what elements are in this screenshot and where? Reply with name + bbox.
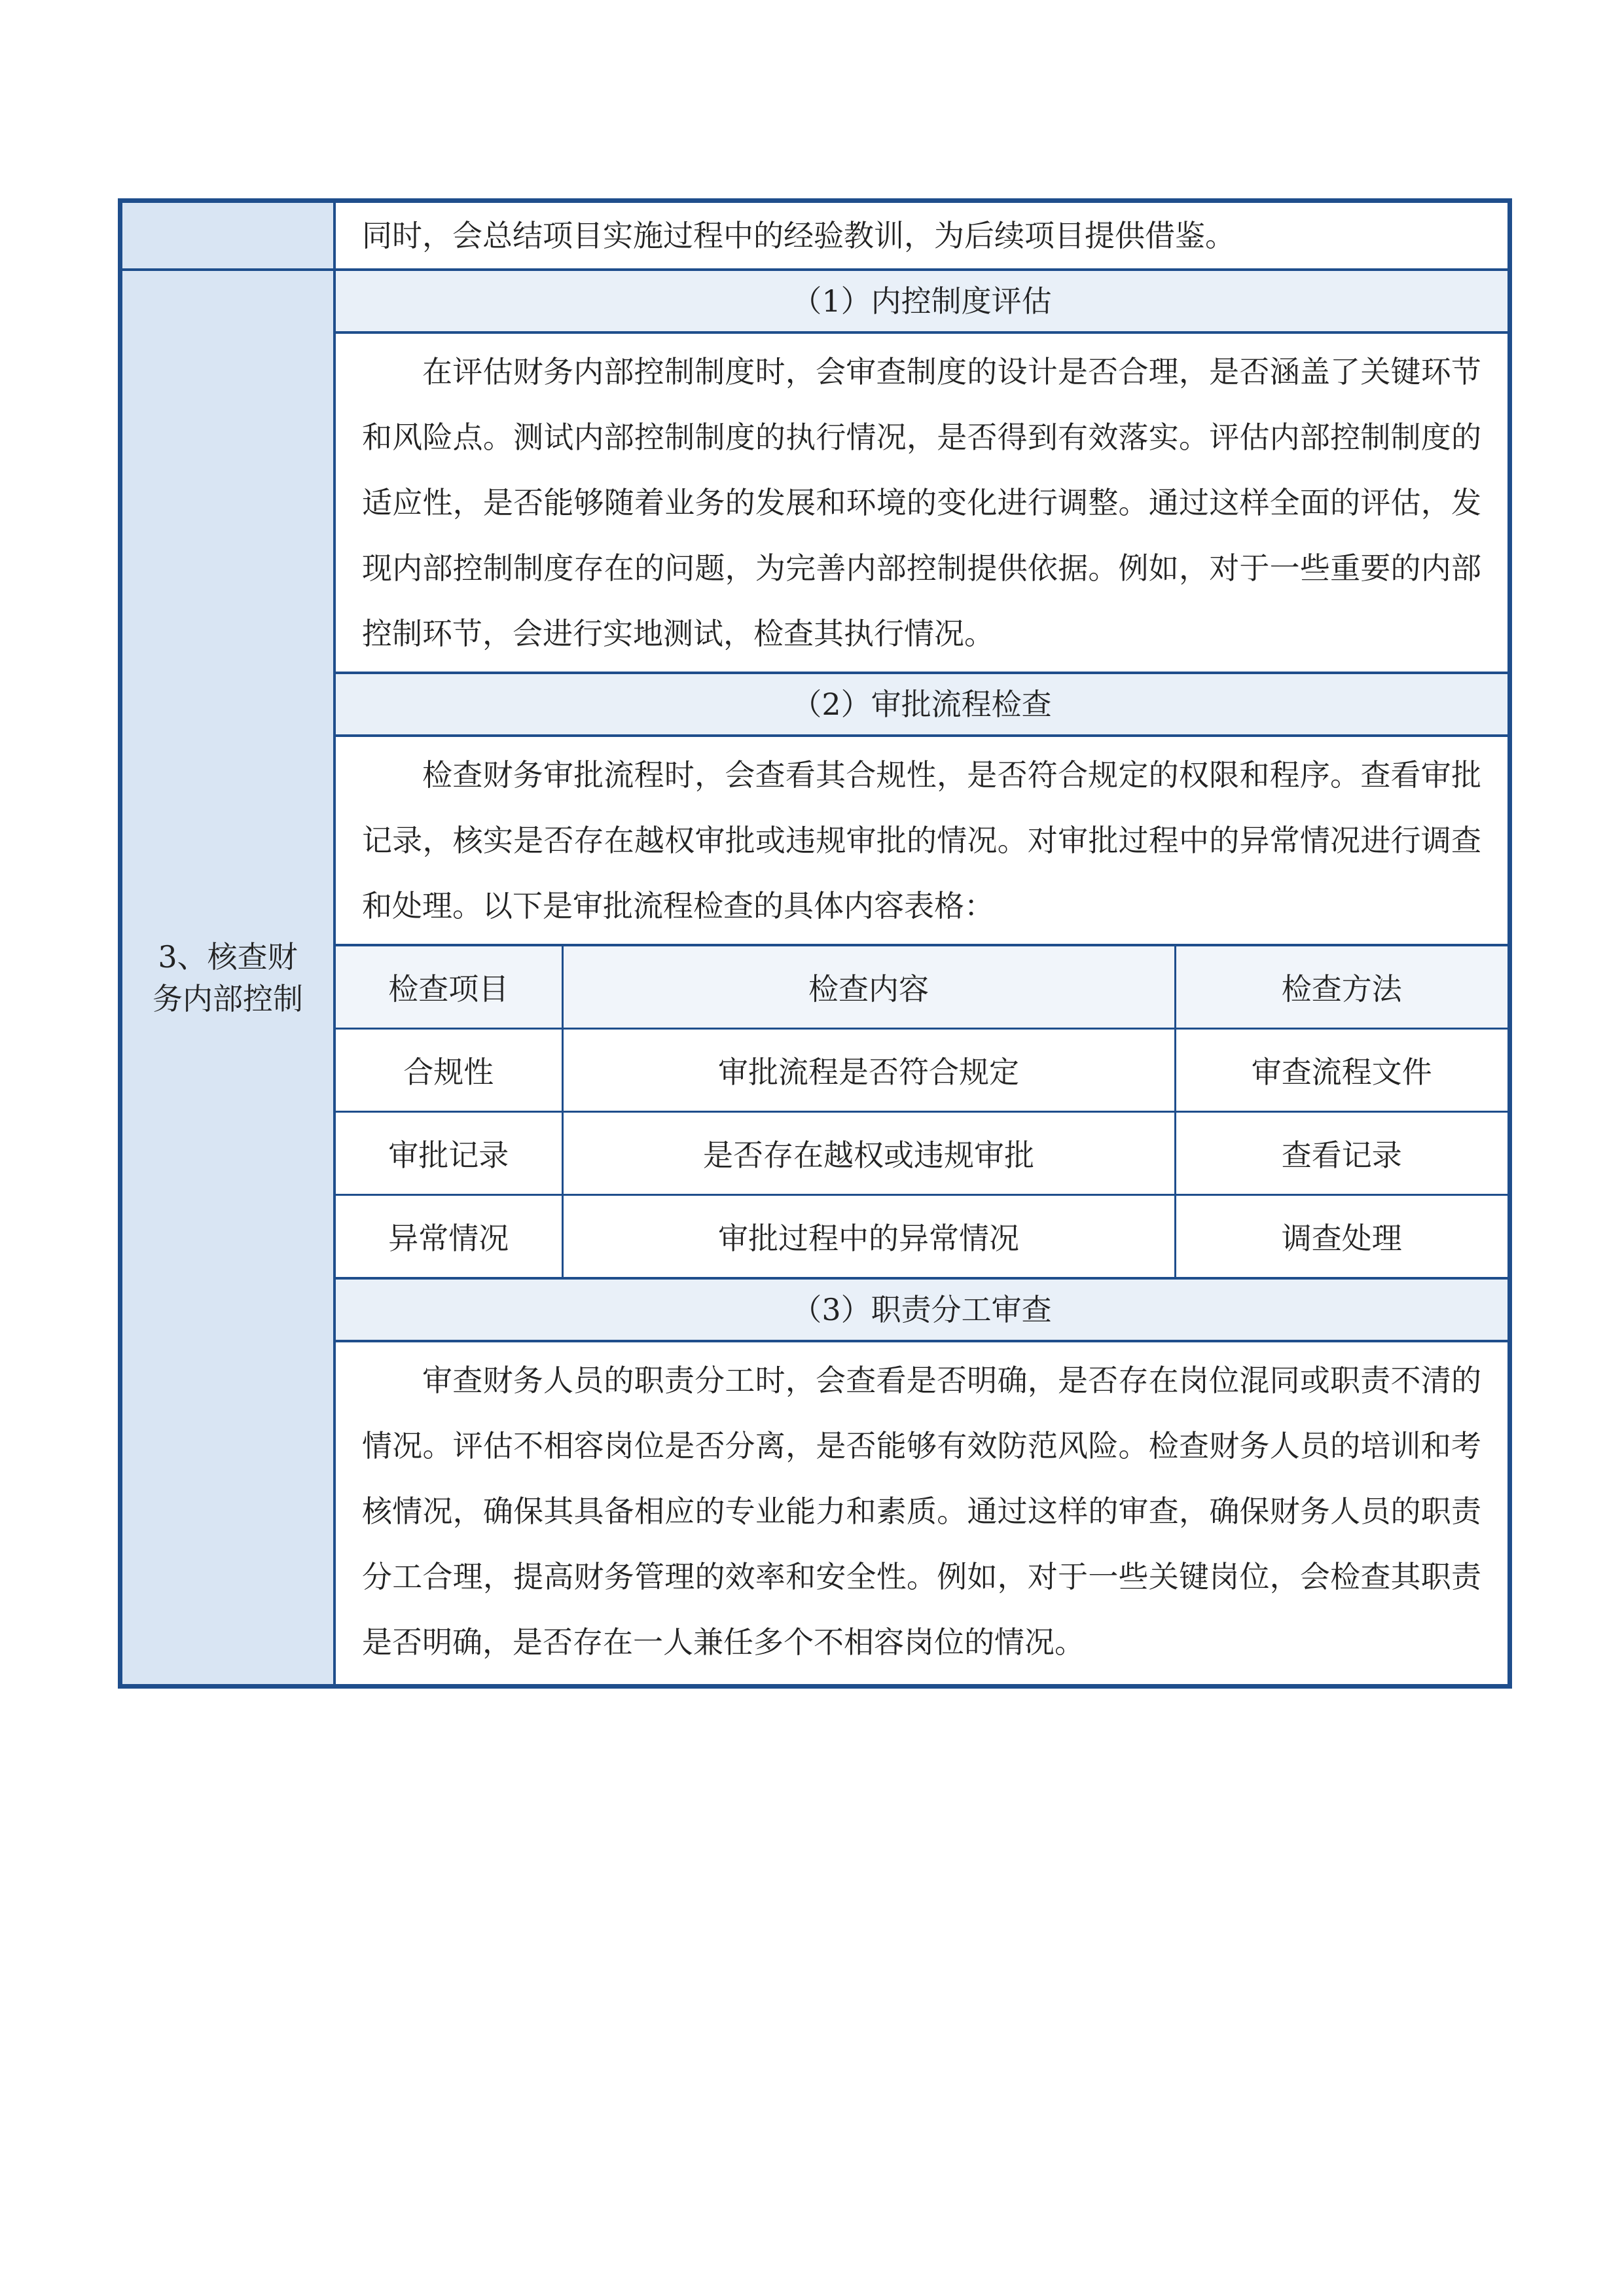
table-row — [336, 1195, 1507, 1279]
table-cell: 合规性 — [336, 1029, 562, 1112]
table-cell: 审批流程是否符合规定 — [562, 1029, 1175, 1112]
continued-content-cell — [334, 201, 1510, 270]
subsection-2-body-block — [336, 737, 1507, 946]
table-cell: 审查流程文件 — [1175, 1029, 1507, 1112]
approval-check-table — [336, 946, 1507, 1280]
subsection-3-heading: （3）职责分工审查 — [336, 1280, 1507, 1342]
subsection-1-heading: （1）内控制度评估 — [336, 271, 1507, 334]
continued-label-cell — [120, 201, 335, 270]
continued-row — [120, 201, 1510, 270]
subsection-2-heading: （2）审批流程检查 — [336, 674, 1507, 737]
table-cell: 是否存在越权或违规审批 — [562, 1112, 1175, 1195]
table-cell: 审批过程中的异常情况 — [562, 1195, 1175, 1279]
subsection-2-body: 检查财务审批流程时，会查看其合规性，是否符合规定的权限和程序。查看审批记录，核实是否存在越权审批或违规审批的情况。对审批过程中的异常情况进行调查和处理。以下是审批流程检查的具体内容表格： — [362, 757, 1481, 924]
table-header-cell: 检查内容 — [562, 946, 1175, 1029]
table-header-cell: 检查项目 — [336, 946, 562, 1029]
subsection-3-body: 审查财务人员的职责分工时，会查看是否明确，是否存在岗位混同或职责不清的情况。评估不相容岗位是否分离，是否能够有效防范风险。检查财务人员的培训和考核情况，确保其具备相应的专业能力和素质。通过这样的审查，确保财务人员的职责分工合理，提高财务管理的效率和安全性。例如，对于一些关键岗位，会检查其职责是否明确，是否存在一人兼任多个不相容岗位的情况。 — [362, 1363, 1481, 1660]
table-header-cell: 检查方法 — [1175, 946, 1507, 1029]
section-label: 3、核查财务内部控制 — [153, 939, 303, 1016]
table-cell: 查看记录 — [1175, 1112, 1507, 1195]
section-row — [120, 270, 1510, 1687]
subsection-3-body-block — [336, 1342, 1507, 1684]
subsection-1-body: 在评估财务内部控制制度时，会审查制度的设计是否合理，是否涵盖了关键环节和风险点。测试内部控制制度的执行情况，是否得到有效落实。评估内部控制制度的适应性，是否能够随着业务的发展和环境的变化进行调整。通过这样全面的评估，发现内部控制制度存在的问题，为完善内部控制提供依据。例如，对于一些重要的内部控制环节，会进行实地测试，检查其执行情况。 — [362, 354, 1481, 651]
section-label-cell — [120, 270, 335, 1687]
table-header-row — [336, 946, 1507, 1029]
table-cell: 调查处理 — [1281, 1221, 1402, 1256]
subsection-1-body-block — [336, 334, 1507, 674]
continued-text: 同时，会总结项目实施过程中的经验教训，为后续项目提供借鉴。 — [362, 218, 1235, 253]
table-row — [336, 1029, 1507, 1112]
table-row — [336, 1112, 1507, 1195]
document-table — [118, 198, 1512, 1689]
table-cell: 审批记录 — [336, 1112, 562, 1195]
table-cell: 异常情况 — [336, 1195, 562, 1279]
section-content-cell — [334, 270, 1510, 1687]
